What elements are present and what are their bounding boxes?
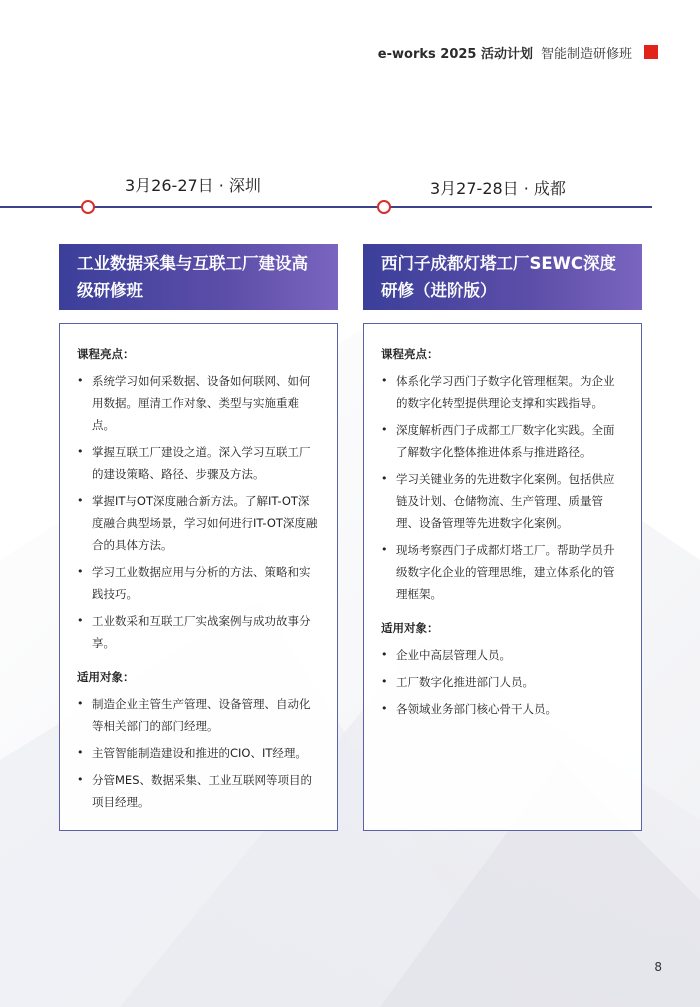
- session-1-title: 工业数据采集与互联工厂建设高级研修班: [77, 254, 308, 300]
- list-item: • 学习工业数据应用与分析的方法、策略和实践技巧。: [77, 561, 319, 605]
- list-item: • 学习关键业务的先进数字化案例。包括供应链及计划、仓储物流、生产管理、质量管理、设备管理等先进数字化案例。: [381, 468, 623, 534]
- timeline-line: [0, 206, 652, 208]
- list-item: • 工业数采和互联工厂实战案例与成功故事分享。: [77, 610, 319, 654]
- timeline-dot-icon: [377, 200, 391, 214]
- list-item: • 分管MES、数据采集、工业互联网等项目的项目经理。: [77, 769, 319, 813]
- audience-list: [381, 644, 623, 720]
- audience-list: [77, 693, 319, 813]
- timeline-dot-icon: [81, 200, 95, 214]
- session-2-card: [363, 323, 642, 831]
- list-item: • 制造企业主管生产管理、设备管理、自动化等相关部门的部门经理。: [77, 693, 319, 737]
- audience-heading: 适用对象：: [77, 670, 135, 684]
- list-item: • 体系化学习西门子数字化管理框架。为企业的数字化转型提供理论支撑和实践指导。: [381, 370, 623, 414]
- list-item: • 工厂数字化推进部门人员。: [381, 671, 623, 693]
- list-item: • 掌握互联工厂建设之道。深入学习互联工厂的建设策略、路径、步骤及方法。: [77, 441, 319, 485]
- list-item: • 掌握IT与OT深度融合新方法。了解IT-OT深度融合典型场景，学习如何进行IT-OT深度融合的具体方法。: [77, 490, 319, 556]
- list-item: • 系统学习如何采数据、设备如何联网、如何用数据。厘清工作对象、类型与实施重难点。: [77, 370, 319, 436]
- header-subtitle: 智能制造研修班: [540, 46, 632, 62]
- highlights-heading: 课程亮点：: [381, 347, 439, 361]
- header-brand: e-works 2025 活动计划: [377, 46, 533, 62]
- page-number: 8: [654, 960, 662, 974]
- page-header: [378, 42, 658, 62]
- list-item: • 现场考察西门子成都灯塔工厂。帮助学员升级数字化企业的管理思维，建立体系化的管理框架。: [381, 539, 623, 605]
- red-square-icon: [644, 45, 658, 59]
- audience-heading: 适用对象：: [381, 621, 439, 635]
- session-2-title-banner: [363, 244, 642, 310]
- list-item: • 深度解析西门子成都工厂数字化实践。全面了解数字化整体推进体系与推进路径。: [381, 419, 623, 463]
- list-item: • 各领域业务部门核心骨干人员。: [381, 698, 623, 720]
- session-2-title: 西门子成都灯塔工厂SEWC深度研修（进阶版）: [381, 254, 616, 300]
- highlights-list: [77, 370, 319, 654]
- list-item: • 企业中高层管理人员。: [381, 644, 623, 666]
- highlights-heading: 课程亮点：: [77, 347, 135, 361]
- session-1-card: [59, 323, 338, 831]
- session-1-date: 3月26-27日 · 深圳: [125, 176, 261, 195]
- highlights-list: [381, 370, 623, 605]
- list-item: • 主管智能制造建设和推进的CIO、IT经理。: [77, 742, 319, 764]
- session-1-title-banner: [59, 244, 338, 310]
- session-2-date: 3月27-28日 · 成都: [430, 179, 566, 198]
